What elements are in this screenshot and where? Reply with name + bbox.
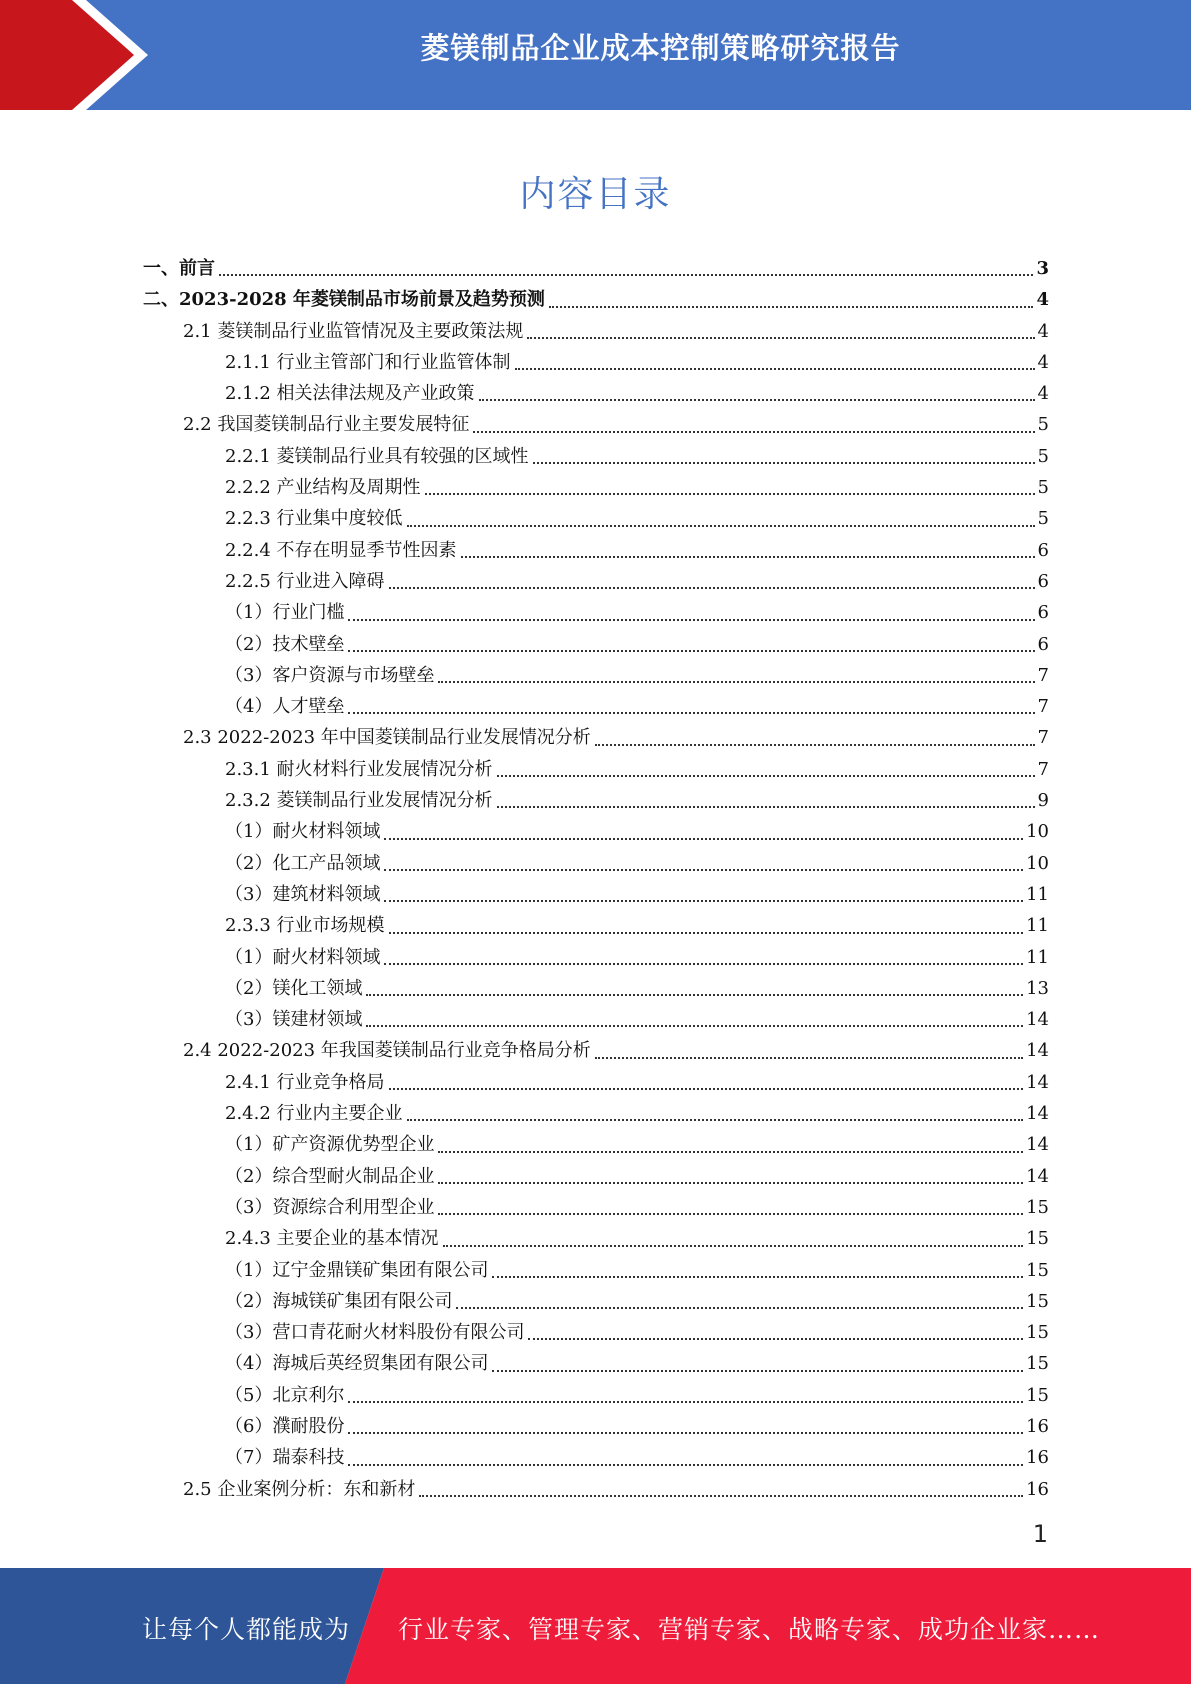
toc-entry-title: 2.4.3 主要企业的基本情况 xyxy=(225,1228,439,1250)
toc-dot-leader xyxy=(473,431,1034,433)
toc-entry-title: 2.4.1 行业竞争格局 xyxy=(225,1071,385,1093)
toc-dot-leader xyxy=(219,274,1033,276)
toc-entry-page: 11 xyxy=(1026,946,1049,968)
toc-dot-leader xyxy=(389,587,1035,589)
toc-entry[interactable] xyxy=(143,409,1049,440)
toc-entry[interactable] xyxy=(143,691,1049,722)
page-number: 1 xyxy=(1032,1520,1048,1548)
toc-entry-page: 4 xyxy=(1037,320,1049,342)
toc-dot-leader xyxy=(527,337,1034,339)
toc-entry[interactable] xyxy=(143,1255,1049,1286)
toc-entry[interactable] xyxy=(143,1192,1049,1223)
toc-entry[interactable] xyxy=(143,566,1049,597)
toc-entry[interactable] xyxy=(143,503,1049,534)
toc-entry[interactable] xyxy=(143,1129,1049,1160)
toc-dot-leader xyxy=(461,556,1035,558)
toc-entry-page: 14 xyxy=(1026,1103,1049,1125)
footer-slogan-right: 行业专家、管理专家、营销专家、战略专家、成功企业家…… xyxy=(398,1615,1101,1644)
toc-entry-page: 6 xyxy=(1037,602,1049,624)
toc-entry-title: 2.5 企业案例分析：东和新材 xyxy=(183,1478,416,1500)
toc-dot-leader xyxy=(389,1088,1024,1090)
toc-entry-page: 15 xyxy=(1026,1259,1049,1281)
toc-entry-page: 16 xyxy=(1026,1447,1049,1469)
toc-dot-leader xyxy=(419,1495,1023,1497)
toc-entry-title: （3）资源综合利用型企业 xyxy=(225,1196,435,1218)
toc-dot-leader xyxy=(479,399,1035,401)
toc-dot-leader xyxy=(348,650,1034,652)
report-title: 菱镁制品企业成本控制策略研究报告 xyxy=(420,31,901,65)
toc-entry-title: （1）辽宁金鼎镁矿集团有限公司 xyxy=(225,1259,489,1281)
toc-entry[interactable] xyxy=(143,1067,1049,1098)
toc-dot-leader xyxy=(456,1307,1023,1309)
toc-dot-leader xyxy=(528,1338,1023,1340)
toc-entry-page: 15 xyxy=(1026,1322,1049,1344)
toc-entry-page: 14 xyxy=(1026,1134,1049,1156)
toc-dot-leader xyxy=(438,1182,1023,1184)
toc-dot-leader xyxy=(533,462,1035,464)
toc-entry-title: （6）濮耐股份 xyxy=(225,1415,345,1437)
toc-entry[interactable] xyxy=(143,629,1049,660)
toc-entry-page: 6 xyxy=(1037,570,1049,592)
toc-entry[interactable] xyxy=(143,1474,1049,1505)
toc-entry[interactable] xyxy=(143,848,1049,879)
toc-entry[interactable] xyxy=(143,1223,1049,1254)
toc-entry-page: 5 xyxy=(1037,508,1049,530)
toc-entry-page: 11 xyxy=(1026,883,1049,905)
toc-entry-page: 4 xyxy=(1037,351,1049,373)
toc-entry-page: 15 xyxy=(1026,1353,1049,1375)
toc-entry-page: 16 xyxy=(1026,1478,1049,1500)
toc-entry-page: 16 xyxy=(1026,1415,1049,1437)
toc-dot-leader xyxy=(407,525,1035,527)
toc-dot-leader xyxy=(407,1119,1024,1121)
toc-entry-title: 2.2.3 行业集中度较低 xyxy=(225,508,403,530)
toc-entry-page: 7 xyxy=(1037,664,1049,686)
toc-entry-title: 2.1 菱镁制品行业监管情况及主要政策法规 xyxy=(183,320,524,342)
toc-entry-page: 4 xyxy=(1037,383,1049,405)
toc-entry[interactable] xyxy=(143,597,1049,628)
toc-entry-title: 2.2.1 菱镁制品行业具有较强的区域性 xyxy=(225,445,529,467)
toc-entry-title: 2.4.2 行业内主要企业 xyxy=(225,1103,403,1125)
toc-entry-title: （2）化工产品领域 xyxy=(225,852,381,874)
toc-entry-title: 2.2.4 不存在明显季节性因素 xyxy=(225,539,457,561)
toc-entry[interactable] xyxy=(143,472,1049,503)
toc-dot-leader xyxy=(348,1432,1023,1434)
toc-entry-title: 2.2.2 产业结构及周期性 xyxy=(225,477,421,499)
toc-entry-page: 5 xyxy=(1037,445,1049,467)
table-of-contents xyxy=(143,253,1049,1505)
toc-dot-leader xyxy=(348,712,1034,714)
toc-dot-leader xyxy=(348,1464,1023,1466)
toc-entry-page: 15 xyxy=(1026,1290,1049,1312)
toc-entry[interactable] xyxy=(143,1004,1049,1035)
toc-entry-title: 2.2 我国菱镁制品行业主要发展特征 xyxy=(183,414,470,436)
toc-entry-page: 5 xyxy=(1037,477,1049,499)
toc-dot-leader xyxy=(595,744,1035,746)
toc-entry-page: 11 xyxy=(1026,915,1049,937)
toc-entry-page: 3 xyxy=(1036,258,1049,279)
toc-dot-leader xyxy=(497,775,1035,777)
toc-entry-title: 2.3.3 行业市场规模 xyxy=(225,915,385,937)
page-header xyxy=(0,0,1191,110)
toc-entry[interactable] xyxy=(143,535,1049,566)
toc-entry[interactable] xyxy=(143,1348,1049,1379)
toc-entry-title: 2.3.1 耐火材料行业发展情况分析 xyxy=(225,758,493,780)
toc-entry-page: 15 xyxy=(1026,1384,1049,1406)
toc-entry-page: 6 xyxy=(1037,633,1049,655)
toc-entry-page: 7 xyxy=(1037,696,1049,718)
toc-dot-leader xyxy=(384,963,1023,965)
toc-entry-title: （2）海城镁矿集团有限公司 xyxy=(225,1290,453,1312)
toc-dot-leader xyxy=(348,619,1034,621)
toc-entry-title: （7）瑞泰科技 xyxy=(225,1447,345,1469)
toc-entry[interactable] xyxy=(143,1286,1049,1317)
toc-entry[interactable] xyxy=(143,1317,1049,1348)
toc-entry[interactable] xyxy=(143,441,1049,472)
toc-entry-title: （2）技术壁垒 xyxy=(225,633,345,655)
toc-entry-title: （4）人才壁垒 xyxy=(225,696,345,718)
toc-entry-page: 15 xyxy=(1026,1228,1049,1250)
toc-entry-page: 5 xyxy=(1037,414,1049,436)
toc-entry-page: 14 xyxy=(1026,1071,1049,1093)
toc-dot-leader xyxy=(595,1057,1023,1059)
toc-entry[interactable] xyxy=(143,284,1049,315)
toc-dot-leader xyxy=(366,994,1023,996)
toc-entry-page: 7 xyxy=(1037,727,1049,749)
page-footer xyxy=(0,1568,1191,1684)
toc-dot-leader xyxy=(348,1401,1023,1403)
toc-entry-title: （3）营口青花耐火材料股份有限公司 xyxy=(225,1322,525,1344)
toc-entry-title: （2）综合型耐火制品企业 xyxy=(225,1165,435,1187)
toc-entry-page: 7 xyxy=(1037,758,1049,780)
toc-dot-leader xyxy=(492,1370,1023,1372)
toc-entry[interactable] xyxy=(143,1035,1049,1066)
toc-dot-leader xyxy=(549,306,1034,308)
toc-entry-title: （3）建筑材料领域 xyxy=(225,883,381,905)
toc-dot-leader xyxy=(366,1025,1023,1027)
toc-entry-page: 15 xyxy=(1026,1196,1049,1218)
toc-dot-leader xyxy=(384,869,1023,871)
toc-entry-title: （1）行业门槛 xyxy=(225,602,345,624)
toc-entry[interactable] xyxy=(143,879,1049,910)
toc-entry[interactable] xyxy=(143,253,1049,284)
toc-entry-title: （1）耐火材料领域 xyxy=(225,946,381,968)
toc-entry-page: 14 xyxy=(1026,1009,1049,1031)
toc-dot-leader xyxy=(425,493,1035,495)
toc-entry-page: 13 xyxy=(1026,977,1049,999)
toc-dot-leader xyxy=(492,1276,1023,1278)
toc-entry[interactable] xyxy=(143,754,1049,785)
toc-entry[interactable] xyxy=(143,722,1049,753)
toc-entry-title: 一、前言 xyxy=(143,258,215,279)
toc-dot-leader xyxy=(515,368,1035,370)
toc-entry[interactable] xyxy=(143,1161,1049,1192)
toc-entry-page: 10 xyxy=(1026,852,1049,874)
toc-entry[interactable] xyxy=(143,785,1049,816)
toc-entry-title: 2.2.5 行业进入障碍 xyxy=(225,570,385,592)
toc-dot-leader xyxy=(438,1213,1023,1215)
toc-entry-title: 2.3 2022-2023 年中国菱镁制品行业发展情况分析 xyxy=(183,727,591,749)
toc-entry[interactable] xyxy=(143,1411,1049,1442)
toc-entry[interactable] xyxy=(143,660,1049,691)
toc-entry-title: （3）客户资源与市场壁垒 xyxy=(225,664,435,686)
toc-entry-title: （1）耐火材料领域 xyxy=(225,821,381,843)
toc-entry-page: 6 xyxy=(1037,539,1049,561)
toc-dot-leader xyxy=(389,932,1024,934)
toc-entry[interactable] xyxy=(143,1380,1049,1411)
toc-heading: 内容目录 xyxy=(519,174,672,215)
toc-entry[interactable] xyxy=(143,816,1049,847)
toc-entry-title: 二、2023-2028 年菱镁制品市场前景及趋势预测 xyxy=(143,289,545,311)
footer-slogan-left: 让每个人都能成为 xyxy=(142,1615,351,1644)
toc-dot-leader xyxy=(438,1151,1023,1153)
toc-entry[interactable] xyxy=(143,316,1049,347)
toc-entry-page: 14 xyxy=(1026,1040,1049,1062)
toc-entry-title: 2.3.2 菱镁制品行业发展情况分析 xyxy=(225,790,493,812)
toc-entry-title: （1）矿产资源优势型企业 xyxy=(225,1134,435,1156)
toc-entry[interactable] xyxy=(143,942,1049,973)
toc-entry-title: （3）镁建材领域 xyxy=(225,1009,363,1031)
toc-entry-title: 2.4 2022-2023 年我国菱镁制品行业竞争格局分析 xyxy=(183,1040,591,1062)
toc-entry[interactable] xyxy=(143,1098,1049,1129)
toc-entry-title: （4）海城后英经贸集团有限公司 xyxy=(225,1353,489,1375)
toc-entry-page: 10 xyxy=(1026,821,1049,843)
toc-entry-page: 9 xyxy=(1037,790,1049,812)
toc-entry[interactable] xyxy=(143,1442,1049,1473)
toc-entry-page: 14 xyxy=(1026,1165,1049,1187)
toc-entry-page: 4 xyxy=(1036,289,1049,311)
toc-entry[interactable] xyxy=(143,910,1049,941)
toc-entry[interactable] xyxy=(143,347,1049,378)
toc-entry-title: 2.1.2 相关法律法规及产业政策 xyxy=(225,383,475,405)
toc-dot-leader xyxy=(384,838,1023,840)
toc-entry-title: （2）镁化工领域 xyxy=(225,977,363,999)
toc-dot-leader xyxy=(443,1245,1024,1247)
toc-entry[interactable] xyxy=(143,378,1049,409)
toc-dot-leader xyxy=(384,900,1023,902)
toc-entry-title: 2.1.1 行业主管部门和行业监管体制 xyxy=(225,351,511,373)
toc-dot-leader xyxy=(497,806,1035,808)
toc-entry-title: （5）北京利尔 xyxy=(225,1384,345,1406)
toc-entry[interactable] xyxy=(143,973,1049,1004)
toc-dot-leader xyxy=(438,681,1034,683)
